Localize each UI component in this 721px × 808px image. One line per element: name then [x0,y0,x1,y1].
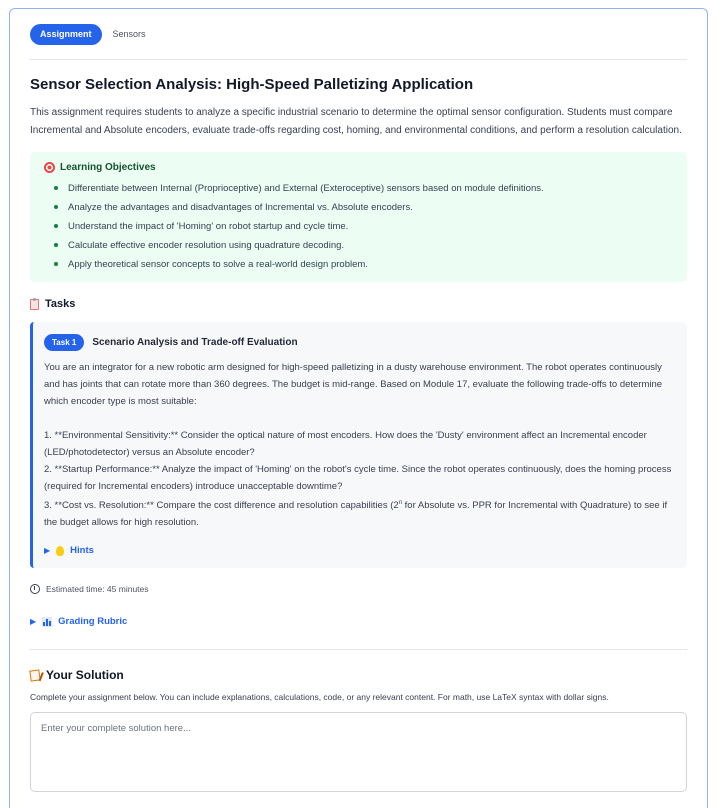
grading-rubric-label: Grading Rubric [58,616,128,628]
task-paragraph: You are an integrator for a new robotic arm designed for high-speed palletizing in a dusty warehouse environment. The robot operates continuously and has joints that can rotate more than 360 degrees. The budget is mid-range. Based on Module 17, evaluate the following trade-offs to determine which encoder type is most suitable: [44,362,663,407]
learning-objectives-title: Learning Objectives [60,162,156,173]
assignment-intro: This assignment requires students to analyze a specific industrial scenario to determine the optimal sensor configuration. Students must compare Incremental and Absolute encoders, evaluate trade-offs regarding cost, homing, and environmental conditions, and perform a resolution calculation. [30,107,682,136]
triangle-right-icon: ▶ [44,546,51,556]
list-item: Differentiate between Internal (Proprioceptive) and External (Exteroceptive) sensors based on module definitions. [54,179,673,198]
hints-label: Hints [70,545,94,557]
solution-input[interactable] [30,712,687,792]
tab-sensors[interactable]: Sensors [112,29,146,39]
triangle-right-icon: ▶ [30,617,37,627]
timer-icon [30,584,40,594]
clipboard-icon [30,299,39,310]
learning-objectives-box [30,152,687,282]
grading-rubric-toggle[interactable] [30,616,687,627]
hints-toggle[interactable] [44,545,675,556]
task-card [30,322,687,568]
tasks-heading [30,298,687,310]
solution-description: Complete your assignment below. You can include explanations, calculations, code, or any relevant content. For math, use LaTeX syntax with dollar signs. [30,692,609,703]
task-header [44,334,675,351]
assignment-panel [9,8,708,808]
task-description [44,359,675,531]
learning-objectives-list [44,179,673,274]
task-point-1: 1. **Environmental Sensitivity:** Consider the optical nature of most encoders. How does the 'Dusty' environment affect an Incremental encoder (LED/photodetector) versus an Absolute encoder? [44,430,647,458]
tab-assignment[interactable]: Assignment [30,24,102,45]
solution-heading-label: Your Solution [46,668,124,683]
tab-bar [30,24,687,60]
bar-chart-icon [42,617,52,627]
page-title: Sensor Selection Analysis: High-Speed Palletizing Application [30,76,474,93]
learning-objectives-heading [44,162,673,173]
list-item: Understand the impact of 'Homing' on robot startup and cycle time. [54,217,673,236]
target-icon [44,162,55,173]
lightbulb-icon [56,546,64,556]
solution-heading [30,668,687,682]
list-item: Calculate effective encoder resolution using quadrature decoding. [54,236,673,255]
task-point-3-superscript: n [398,500,403,506]
estimated-time [30,584,687,594]
task-title: Scenario Analysis and Trade-off Evaluation [92,337,298,348]
list-item: Apply theoretical sensor concepts to solve a real-world design problem. [54,255,673,274]
section-divider [30,649,687,650]
task-point-3-start: 3. **Cost vs. Resolution:** Compare the cost difference and resolution capabilities (2 [44,500,399,512]
memo-icon [29,669,40,681]
task-badge: Task 1 [44,334,84,351]
task-point-2: 2. **Startup Performance:** Analyze the impact of 'Homing' on the robot's cycle time. Since the robot operates continuously, does the homing process (required for Incremental encoders) introduce unacceptable downtime? [44,464,672,492]
estimated-time-text: Estimated time: 45 minutes [46,584,149,595]
task-point-3 [44,495,675,531]
list-item: Analyze the advantages and disadvantages of Incremental vs. Absolute encoders. [54,198,673,217]
task-point-3-end: for Absolute vs. PPR for Incremental with Quadrature) to see if the budget allows for high resolution. [44,500,668,529]
tasks-heading-label: Tasks [45,298,76,310]
